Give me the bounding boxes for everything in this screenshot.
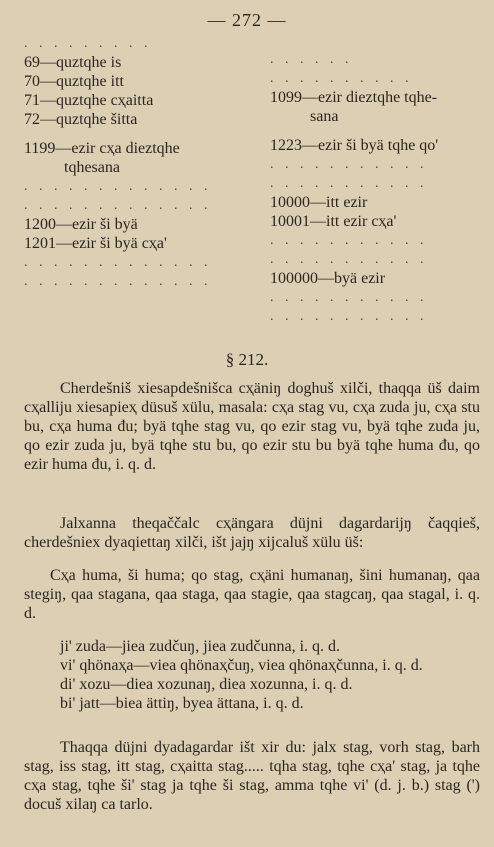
ellipsis-row: . . . . . . bbox=[270, 52, 353, 67]
ellipsis-row: . . . . . . . . . . . . . bbox=[24, 255, 212, 270]
ellipsis-row: . . . . . . . . . . . bbox=[270, 252, 428, 267]
number-entry-continuation: sana bbox=[310, 108, 339, 125]
ellipsis-row: . . . . . . . . . . . . . bbox=[24, 179, 212, 194]
ellipsis-row: . . . . . . . . . bbox=[24, 36, 152, 51]
paragraph: Jalxanna theqaččalc cҳängara düjni dagardarijŋ čaqqieš, cherdešniex dyaqiettaŋ xilči, išt jajŋ xijcaluš xülu üš: bbox=[24, 515, 480, 551]
number-entry: 70—quztqhe itt bbox=[24, 73, 124, 90]
number-entry: 10000—itt ezir bbox=[270, 194, 368, 211]
number-entry: 1201—ezir ši byä cҳa' bbox=[24, 235, 167, 252]
paragraph: Cҳa huma, ši huma; qo stag, cҳäni humanaŋ, šini humanaŋ, qaa stegiŋ, qaa stagana, qaa staga, qaa stagie, qaa stagcaŋ, qaa stagal, i. q. d. bbox=[24, 567, 480, 622]
section-heading: § 212. bbox=[225, 350, 269, 369]
ellipsis-row: . . . . . . . . . . . bbox=[270, 176, 428, 191]
example-line: vi' qhönaҳa—viea qhönaҳčuŋ, viea qhönaҳčunna, i. q. d. bbox=[60, 657, 423, 674]
ellipsis-row: . . . . . . . . . . . . . bbox=[24, 274, 212, 289]
example-line: ji' zuda—jiea zudčuŋ, jiea zudčunna, i. q. d. bbox=[60, 638, 341, 655]
number-entry: 1099—ezir dieztqhe tqhe- bbox=[270, 89, 438, 106]
number-entry: 1223—ezir ši byä tqhe qo' bbox=[270, 137, 439, 154]
ellipsis-row: . . . . . . . . . . . bbox=[270, 290, 428, 305]
paragraph: Cherdešniš xiesapdešnišca cҳäniŋ doghuš xilči, thaqqa üš daim cҳalliju xiesapieҳ düsuš xülu, masala: cҳa stag vu, cҳa zuda ju, cҳa stu bu, cҳa huma đu; byä tqhe stag vu, qo ezir stag vu, byä tqhe zuda ju, qo ezir zuda ju, byä tqhe stu bu, qo ezir stu bu byä tqhe huma đu, qo ezir huma đu, i. q. d. bbox=[24, 380, 480, 473]
numbers-right-column bbox=[270, 50, 485, 326]
page-number: — 272 — bbox=[207, 10, 287, 30]
number-entry-continuation: tqhesana bbox=[64, 159, 120, 176]
number-entry: 69—quztqhe is bbox=[24, 54, 122, 71]
ellipsis-row: . . . . . . . . . . bbox=[270, 71, 413, 86]
number-entry: 10001—itt ezir cҳa' bbox=[270, 213, 397, 230]
example-list bbox=[60, 637, 423, 713]
number-entry: 1199—ezir cҳa dieztqhe bbox=[24, 140, 180, 157]
number-entry: 100000—byä ezir bbox=[270, 270, 386, 287]
ellipsis-row: . . . . . . . . . . . bbox=[270, 233, 428, 248]
number-entry: 71—quztqhe cҳaitta bbox=[24, 92, 154, 109]
number-entry: 72—quztqhe šitta bbox=[24, 111, 138, 128]
ellipsis-row: . . . . . . . . . . . . . bbox=[24, 198, 212, 213]
ellipsis-row: . . . . . . . . . . . bbox=[270, 309, 428, 324]
numbers-left-column bbox=[24, 34, 254, 291]
example-line: bi' jatt—biea ättiŋ, byea ättana, i. q. d. bbox=[60, 695, 304, 712]
example-line: di' xozu—diea xozunaŋ, diea xozunna, i. q. d. bbox=[60, 676, 353, 693]
number-entry: 1200—ezir ši byä bbox=[24, 216, 138, 233]
ellipsis-row: . . . . . . . . . . . bbox=[270, 157, 428, 172]
paragraph: Thaqqa düjni dyadagardar išt xir du: jalx stag, vorh stag, barh stag, iss stag, itt stag, cҳaitta stag..... tqha stag, tqhe cҳa' stag, ja tqhe cҳa stag, tqhe ši' stag ja tqhe ši stag, amma tqhe vi' (d. j. b.) stag (') docuš xilaŋ ca tarlo. bbox=[24, 739, 480, 813]
